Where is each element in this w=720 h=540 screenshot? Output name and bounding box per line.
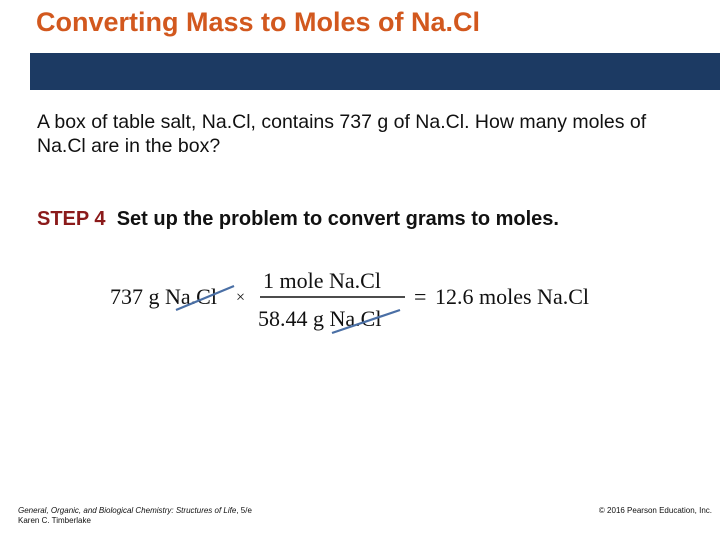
slide-title: Converting Mass to Moles of Na.Cl <box>36 7 481 37</box>
footer-book-title: General, Organic, and Biological Chemistry: Structures of Life <box>18 506 237 515</box>
step-text: Set up the problem to convert grams to moles. <box>116 208 559 230</box>
step-line <box>37 208 559 231</box>
conversion-equation <box>110 258 630 343</box>
footer-copyright: © 2016 Pearson Education, Inc. <box>598 506 712 515</box>
equals-sign: = <box>414 284 427 309</box>
title-bar <box>30 53 720 90</box>
fraction-numerator: 1 mole Na.Cl <box>263 268 381 293</box>
footer-citation <box>18 506 252 526</box>
fraction-denominator: 58.44 g Na.Cl <box>258 306 382 331</box>
step-label: STEP 4 <box>37 208 106 230</box>
footer-edition: , 5/e <box>236 506 252 515</box>
given-quantity: 737 g Na.Cl <box>110 284 217 309</box>
result-quantity: 12.6 moles Na.Cl <box>435 284 589 309</box>
footer-author: Karen C. Timberlake <box>18 516 91 525</box>
times-sign: × <box>236 289 246 306</box>
question-text: A box of table salt, Na.Cl, contains 737 g of Na.Cl. How many moles of Na.Cl are in the box? <box>37 111 647 157</box>
